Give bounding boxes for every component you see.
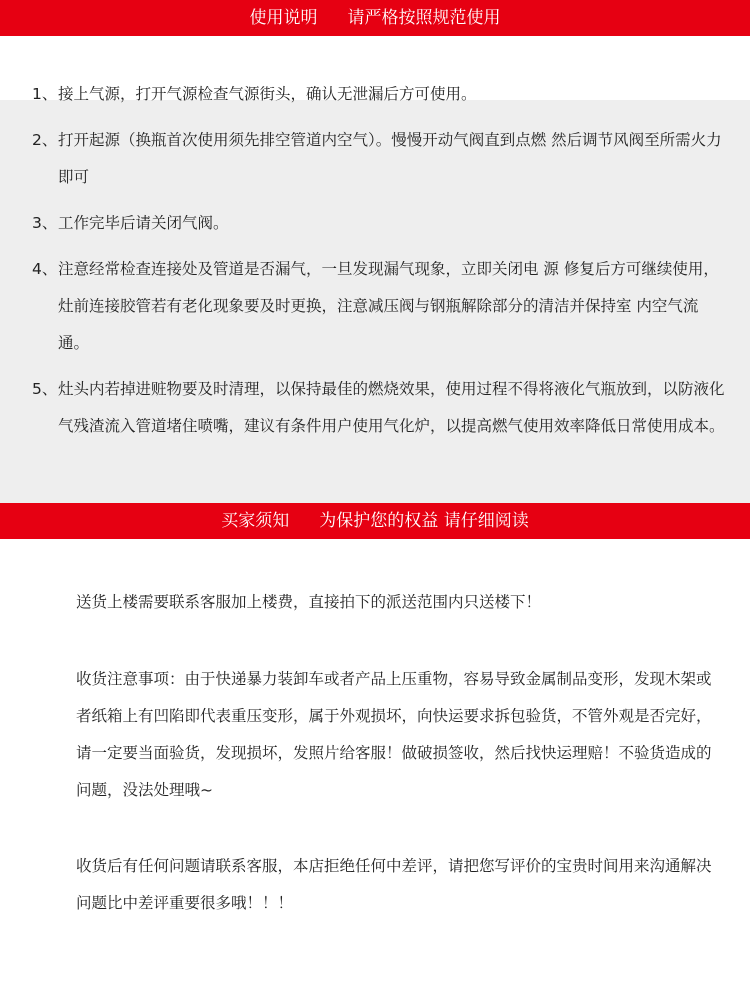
instruction-number: 2、 — [32, 131, 58, 149]
instruction-number: 1、 — [32, 85, 58, 103]
instruction-item — [0, 251, 750, 362]
instruction-item — [0, 205, 750, 242]
banner-subtitle: 请严格按照规范使用 — [347, 8, 501, 28]
instruction-text: 打开起源（换瓶首次使用须先排空管道内空气）。慢慢开动气阀直到点燃 然后调节风阀至所需火力即可 — [58, 131, 722, 186]
usage-instructions-list — [0, 76, 750, 454]
instruction-number: 3、 — [32, 214, 58, 232]
instruction-item — [0, 371, 750, 445]
banner-title: 使用说明 — [249, 8, 318, 28]
instruction-number: 4、 — [32, 260, 58, 278]
notice-paragraph: 送货上楼需要联系客服加上楼费，直接拍下的派送范围内只送楼下！ — [76, 593, 542, 611]
instruction-text: 注意经常检查连接处及管道是否漏气，一旦发现漏气现象，立即关闭电 源 修复后方可继续使用，灶前连接胶管若有老化现象要及时更换，注意减压阀与钢瓶解除部分的清洁并保持室 内空气流通。 — [58, 260, 719, 352]
buyer-notice-section — [76, 584, 716, 922]
instruction-number: 5、 — [32, 380, 58, 398]
notice-paragraph: 收货后有任何问题请联系客服，本店拒绝任何中差评，请把您写评价的宝贵时间用来沟通解决问题比中差评重要很多哦！！！ — [76, 857, 712, 912]
instruction-text: 接上气源，打开气源检查气源街头，确认无泄漏后方可使用。 — [58, 85, 477, 103]
buyer-notice-banner — [0, 503, 750, 539]
instruction-item — [0, 122, 750, 196]
notice-paragraph: 收货注意事项：由于快递暴力装卸车或者产品上压重物，容易导致金属制品变形，发现木架或者纸箱上有凹陷即代表重压变形，属于外观损坏，向快运要求拆包验货，不管外观是否完好，请一定要当面验货，发现损坏，发照片给客服！做破损签收，然后找快运理赔！不验货造成的问题，没法处理哦~ — [76, 670, 712, 799]
usage-instructions-banner — [0, 0, 750, 36]
banner-subtitle: 为保护您的权益 请仔细阅读 — [319, 511, 529, 531]
instruction-text: 灶头内若掉进赃物要及时清理，以保持最佳的燃烧效果，使用过程不得将液化气瓶放到，以防液化气残渣流入管道堵住喷嘴，建议有条件用户使用气化炉，以提高燃气使用效率降低日常使用成本。 — [58, 380, 725, 435]
instruction-item — [0, 76, 750, 113]
instruction-text: 工作完毕后请关闭气阀。 — [58, 214, 229, 232]
banner-title: 买家须知 — [221, 511, 290, 531]
